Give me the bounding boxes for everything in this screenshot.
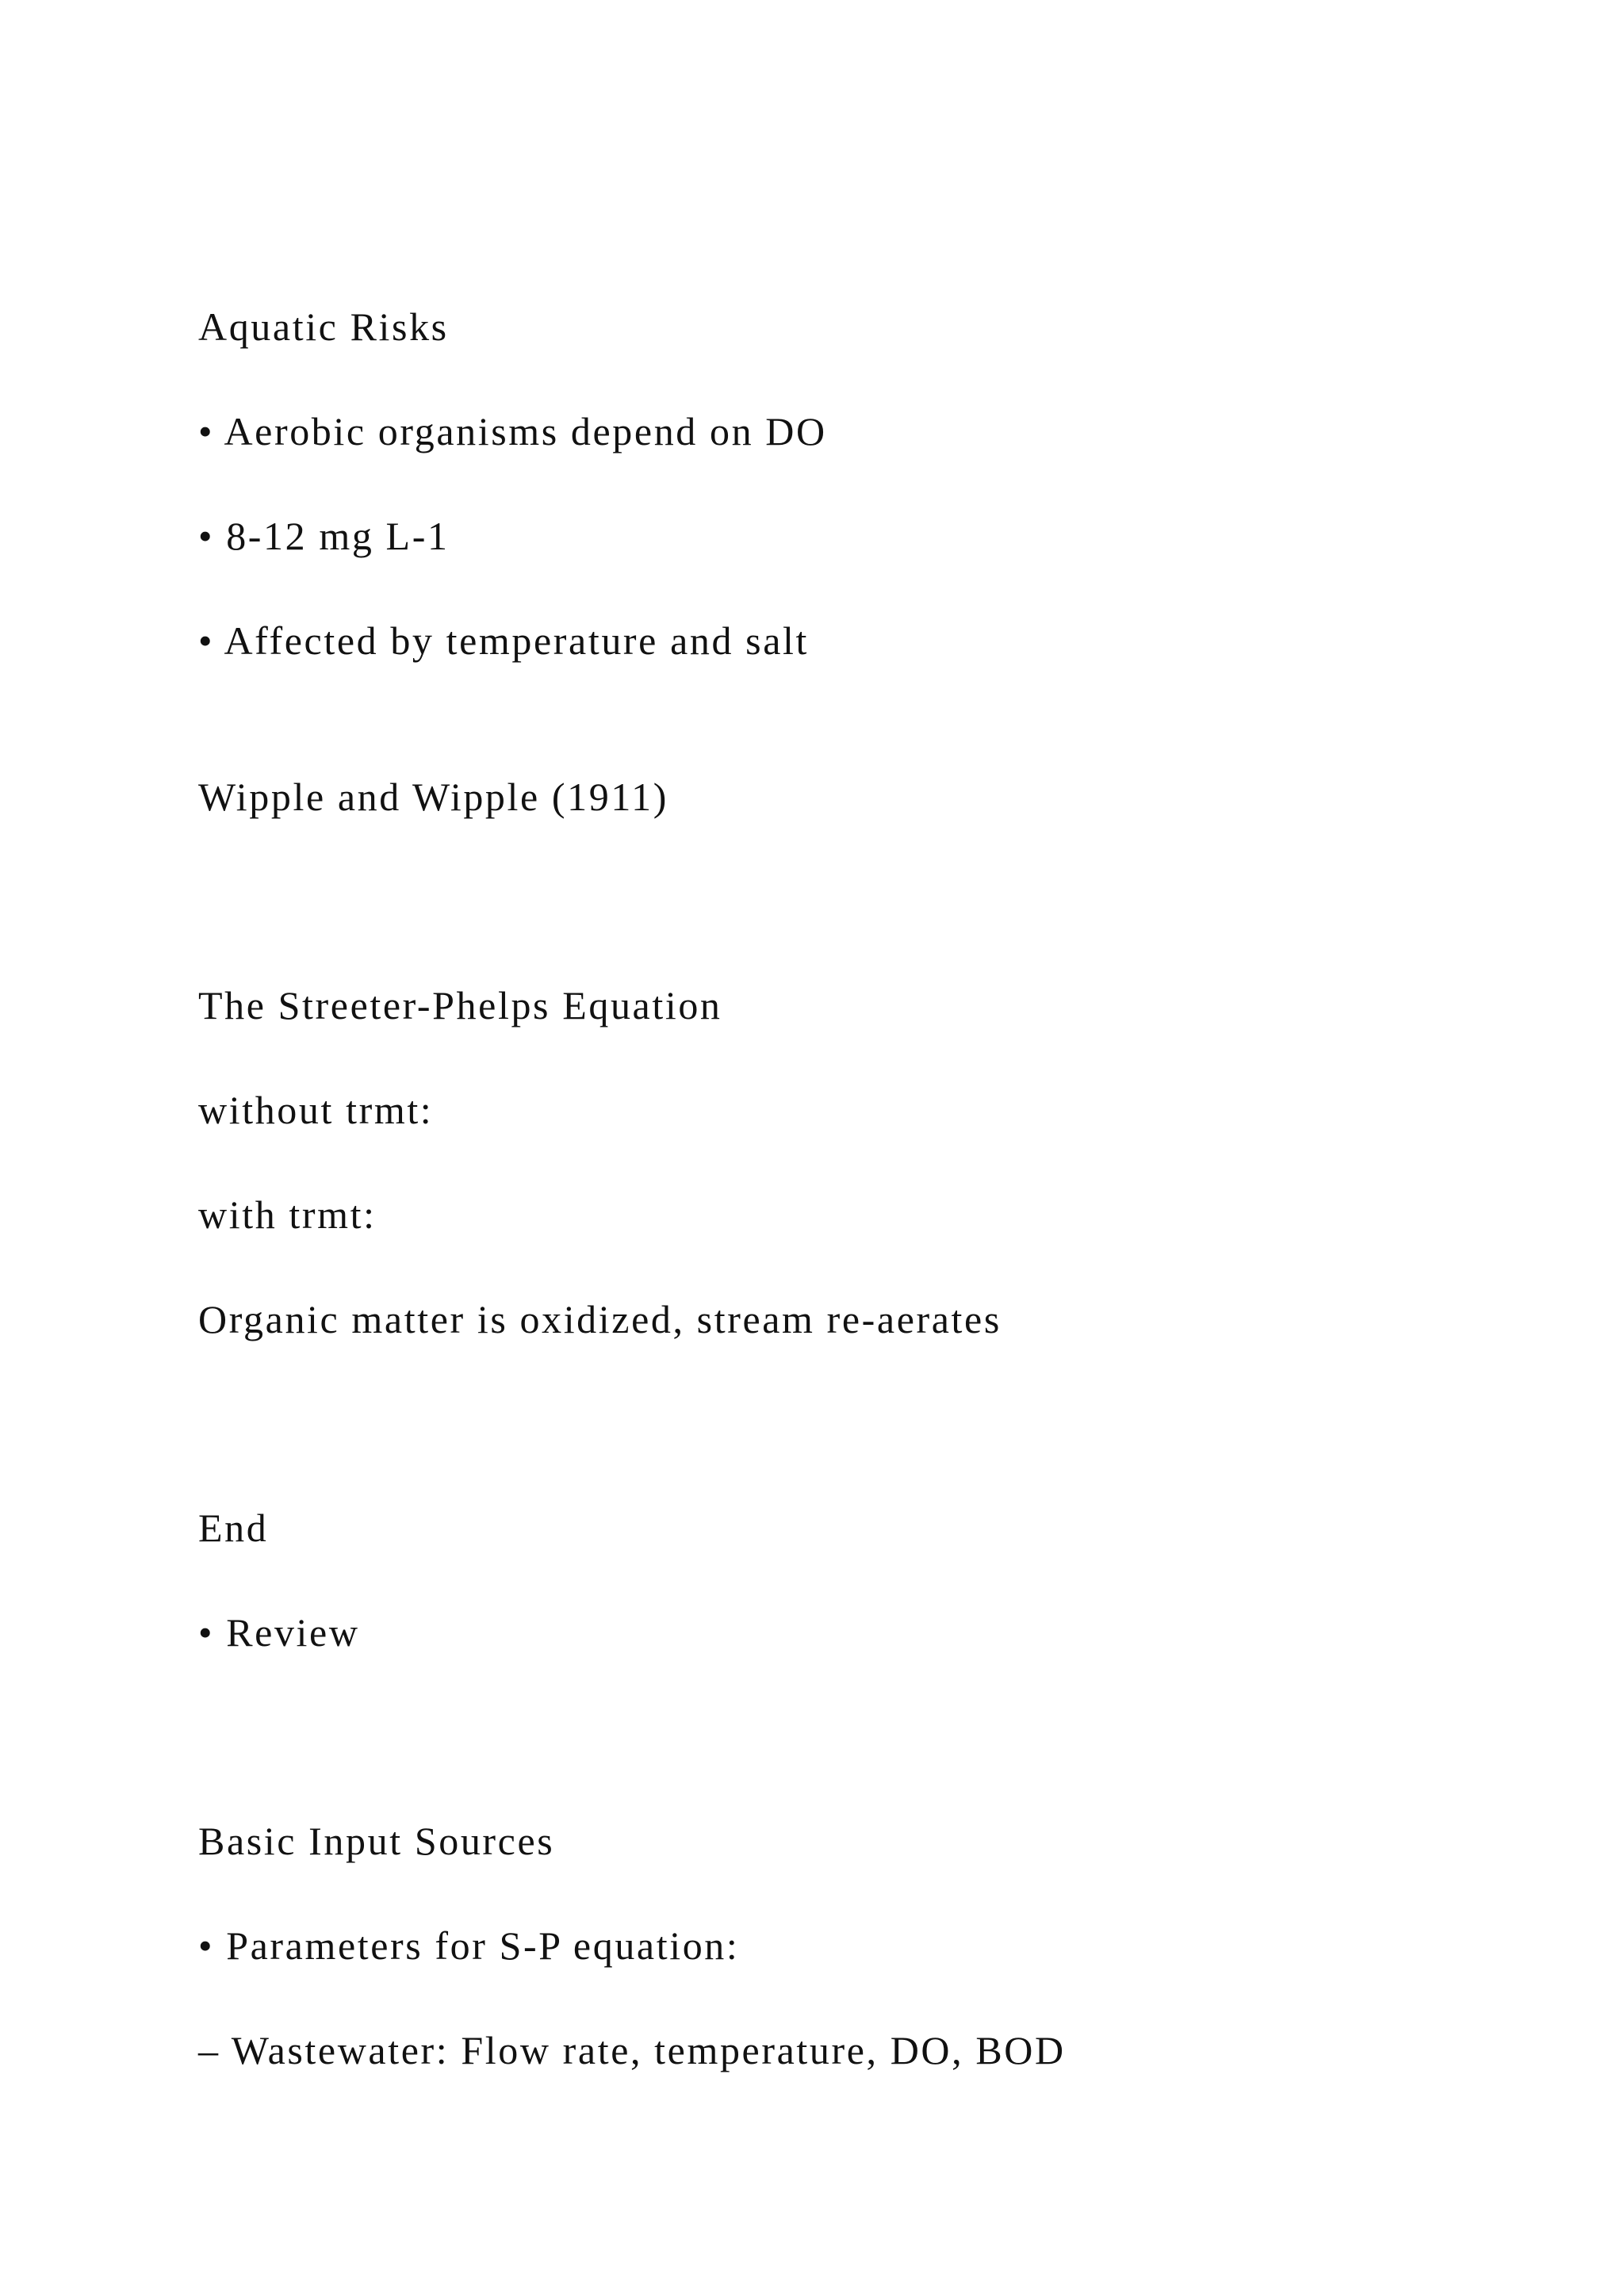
bullet-parameters: • Parameters for S-P equation: (198, 1923, 740, 1968)
heading-basic-input-sources: Basic Input Sources (198, 1819, 555, 1863)
text-organic-matter: Organic matter is oxidized, stream re-aerates (198, 1297, 1002, 1341)
heading-end: End (198, 1506, 269, 1550)
bullet-aerobic-organisms: • Aerobic organisms depend on DO (198, 409, 827, 453)
heading-streeter-phelps: The Streeter-Phelps Equation (198, 983, 722, 1027)
label-without-treatment: without trmt: (198, 1088, 434, 1132)
sub-bullet-wastewater: – Wastewater: Flow rate, temperature, DO, BOD (198, 2028, 1066, 2072)
label-with-treatment: with trmt: (198, 1192, 377, 1237)
bullet-temperature-salt: • Affected by temperature and salt (198, 618, 809, 663)
bullet-review: • Review (198, 1610, 360, 1655)
bullet-do-range: • 8-12 mg L-1 (198, 514, 450, 558)
citation-wipple: Wipple and Wipple (1911) (198, 775, 668, 819)
heading-aquatic-risks: Aquatic Risks (198, 304, 449, 349)
